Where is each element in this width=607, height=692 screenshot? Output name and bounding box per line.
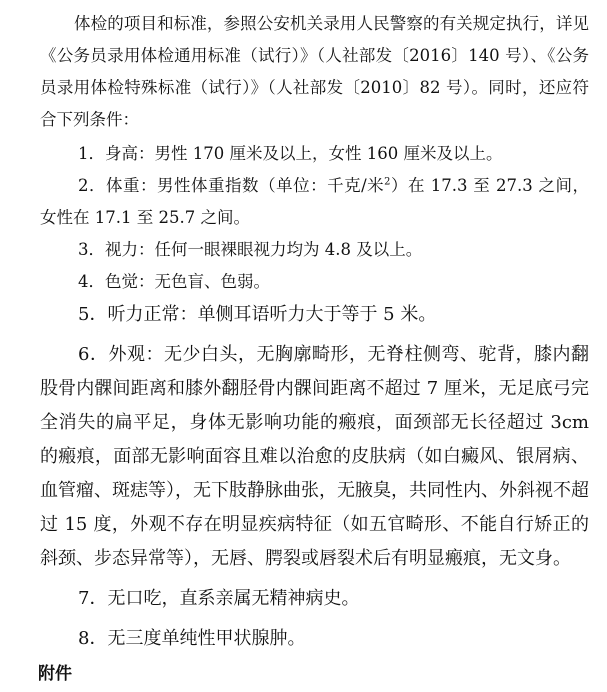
condition-color-vision: 4．色觉：无色盲、色弱。 bbox=[78, 272, 270, 291]
condition-hearing: 5．听力正常：单侧耳语听力大于等于 5 米。 bbox=[78, 304, 437, 325]
condition-thyroid: 8．无三度单纯性甲状腺肿。 bbox=[78, 628, 306, 649]
condition-vision: 3．视力：任何一眼裸眼视力均为 4.8 及以上。 bbox=[78, 240, 423, 259]
condition-stutter: 7．无口吃，直系亲属无精神病史。 bbox=[78, 588, 360, 609]
attachment-heading: 附件 bbox=[38, 664, 72, 684]
condition-weight-text: 2．体重：男性体重指数（单位：千克/米 bbox=[78, 176, 385, 195]
condition-weight-rest: ）在 17.3 至 27.3 之间，女性在 17.1 至 25.7 之间。 bbox=[40, 176, 589, 227]
condition-weight bbox=[40, 170, 589, 234]
condition-height: 1．身高：男性 170 厘米及以上，女性 160 厘米及以上。 bbox=[78, 144, 503, 163]
superscript-2: 2 bbox=[384, 176, 391, 188]
condition-appearance: 6．外观：无少白头，无胸廓畸形，无脊柱侧弯、驼背，膝内翻股骨内髁间距离和膝外翻胫骨内髁间距离不超过 7 厘米，无足底弓完全消失的扁平足，身体无影响功能的瘢痕，面颈部无长径超过 3cm 的瘢痕，面部无影响面容且难以治愈的皮肤病（如白癜风、银屑病、血管瘤、斑痣等），无下肢静脉曲张，无腋臭，共同性内、外斜视不超过 15 度，外观不存在明显疾病特征（如五官畸形、不能自行矫正的斜颈、步态异常等），无唇、腭裂或唇裂术后有明显瘢痕，无文身。 bbox=[40, 344, 589, 569]
intro-paragraph: 体检的项目和标准，参照公安机关录用人民警察的有关规定执行，详见《公务员录用体检通用标准（试行）》（人社部发〔2016〕140 号）、《公务员录用体检特殊标准（试行）》（人社部发〔2010〕82 号）。同时，还应符合下列条件： bbox=[40, 14, 589, 129]
